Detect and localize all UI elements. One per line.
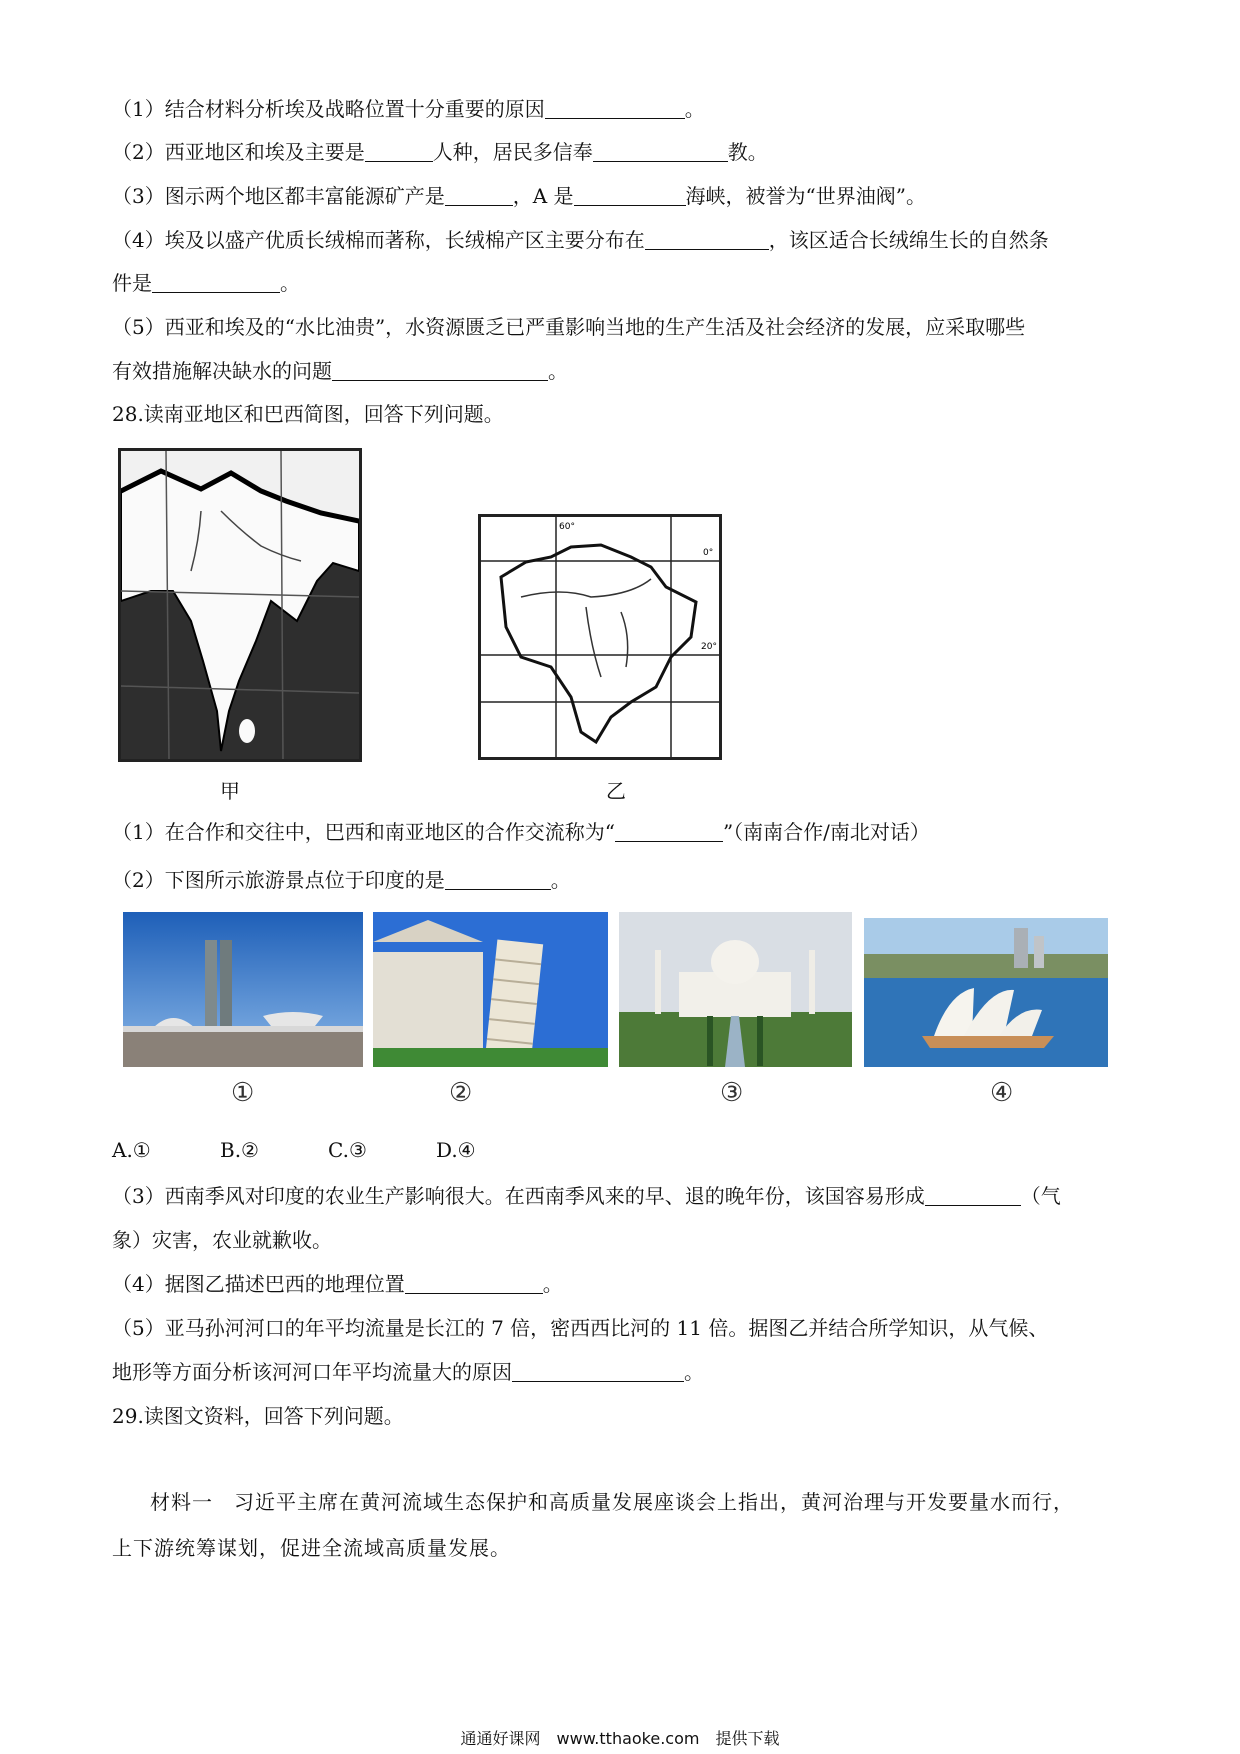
q29-title: 29.读图文资料，回答下列问题。: [112, 1404, 404, 1428]
south-asia-map-image: [121, 451, 359, 759]
q27-item-5: （5）西亚和埃及的“水比油贵”，水资源匮乏已严重影响当地的生产生活及社会经济的发展，应采取哪些: [112, 315, 1026, 339]
q27-item-4-cont: 件是 。: [112, 271, 300, 295]
q28-item-5-cont: 地形等方面分析该河河口年平均流量大的原因 。: [112, 1360, 704, 1384]
answer-blank[interactable]: [574, 185, 686, 206]
answer-blank[interactable]: [545, 98, 685, 119]
q29-material-1: 材料一 习近平主席在黄河流域生态保护和高质量发展座谈会上指出，黄河治理与开发要量水而行，: [150, 1490, 1074, 1514]
photo-number-3: ③: [720, 1078, 744, 1108]
photo-number-1: ①: [231, 1078, 255, 1108]
q27-item-1: （1）结合材料分析埃及战略位置十分重要的原因 。: [112, 97, 705, 121]
q28-item-2: （2）下图所示旅游景点位于印度的是 。: [112, 868, 571, 892]
photo-number-4: ④: [990, 1078, 1014, 1108]
answer-blank[interactable]: [445, 185, 513, 206]
answer-blank[interactable]: [365, 141, 433, 162]
answer-blank[interactable]: [615, 821, 723, 842]
q28-item-1: （1）在合作和交往中，巴西和南亚地区的合作交流称为“ ”（南南合作/南北对话）: [112, 820, 930, 844]
south-asia-map: [118, 448, 362, 762]
q28-item-5: （5）亚马孙河河口的年平均流量是长江的 7 倍，密西西比河的 11 倍。据图乙并结合所学知识，从气候、: [112, 1316, 1049, 1340]
option-d[interactable]: D.④: [436, 1138, 476, 1162]
answer-blank[interactable]: [593, 141, 728, 162]
option-a[interactable]: A.①: [112, 1138, 151, 1162]
map-yi-label: 乙: [606, 779, 626, 803]
answer-blank[interactable]: [152, 272, 280, 293]
q28-item-3-cont: 象）灾害，农业就歉收。: [112, 1228, 332, 1252]
brazil-map-lat20-label: 20°: [701, 642, 717, 652]
q27-item-2: （2）西亚地区和埃及主要是 人种，居民多信奉 教。: [112, 140, 768, 164]
answer-blank[interactable]: [405, 1273, 543, 1294]
q27-item-5-cont: 有效措施解决缺水的问题 。: [112, 359, 568, 383]
map-jia-label: 甲: [220, 779, 240, 803]
sydney-opera-house-photo[interactable]: [864, 918, 1108, 1067]
taj-mahal-photo[interactable]: [619, 912, 852, 1067]
answer-blank[interactable]: [645, 229, 769, 250]
pisa-tower-photo[interactable]: [373, 912, 608, 1067]
q29-material-1-cont: 上下游统筹谋划，促进全流域高质量发展。: [112, 1536, 511, 1560]
q27-item-3: （3）图示两个地区都丰富能源矿产是 ，A 是 海峡，被誉为“世界油阀”。: [112, 184, 926, 208]
q28-title: 28.读南亚地区和巴西简图，回答下列问题。: [112, 402, 504, 426]
q28-item-4: （4）据图乙描述巴西的地理位置 。: [112, 1272, 563, 1296]
answer-blank[interactable]: [925, 1185, 1021, 1206]
brazil-map: [478, 514, 722, 760]
option-c[interactable]: C.③: [328, 1138, 367, 1162]
brazil-map-lon-label: 60°: [559, 522, 575, 532]
answer-blank[interactable]: [512, 1361, 684, 1382]
answer-blank[interactable]: [445, 869, 551, 890]
q27-item-4: （4）埃及以盛产优质长绒棉而著称，长绒棉产区主要分布在 ，该区适合长绒绵生长的自然条: [112, 228, 1049, 252]
brasilia-congress-photo[interactable]: [123, 912, 363, 1067]
option-b[interactable]: B.②: [220, 1138, 259, 1162]
brazil-map-image: [481, 517, 719, 757]
page-footer: 通通好课网 www.tthaoke.com 提供下载: [460, 1729, 780, 1748]
answer-blank[interactable]: [332, 360, 548, 381]
q28-item-3: （3）西南季风对印度的农业生产影响很大。在西南季风来的早、退的晚年份，该国容易形成 （气: [112, 1184, 1061, 1208]
photo-number-2: ②: [449, 1078, 473, 1108]
brazil-map-lat0-label: 0°: [703, 548, 714, 558]
